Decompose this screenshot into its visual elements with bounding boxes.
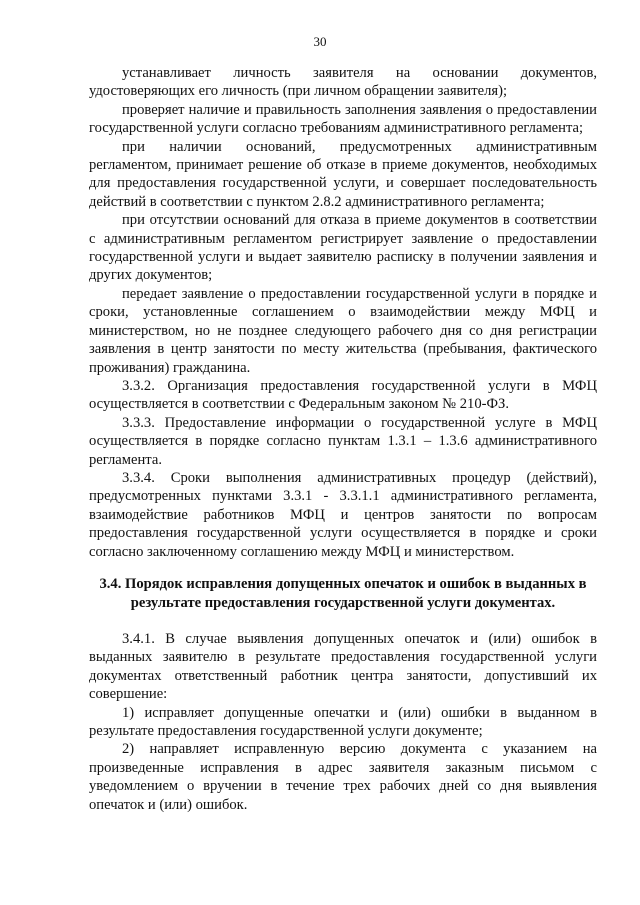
paragraph-check-application: проверяет наличие и правильность заполнения заявления о предоставлении государственной услуги согласно требованиям административного регламента;: [89, 101, 597, 137]
document-body: [89, 64, 597, 814]
section-heading-3-4: 3.4. Порядок исправления допущенных опечаток и ошибок в выданных в результате предоставления государственной услуги документах.: [99, 575, 587, 611]
paragraph-3-3-2: 3.3.2. Организация предоставления государственной услуги в МФЦ осуществляется в соответствии с Федеральным законом № 210-ФЗ.: [89, 377, 597, 413]
paragraph-3-3-3: 3.3.3. Предоставление информации о государственной услуге в МФЦ осуществляется в порядке согласно пунктам 1.3.1 – 1.3.6 административного регламента.: [89, 414, 597, 468]
paragraph-3-4-1: 3.4.1. В случае выявления допущенных опечаток и (или) ошибок в выданных заявителю в результате предоставления государственной услуги документах ответственный работник центра занятости, допустивший их совершение:: [89, 630, 597, 703]
paragraph-refusal-decision: при наличии оснований, предусмотренных административным регламентом, принимает решение об отказе в приеме документов, необходимых для предоставления государственной услуги, и совершает последовательность действий в соответствии с пунктом 2.8.2 административного регламента;: [89, 138, 597, 210]
list-item-1: 1) исправляет допущенные опечатки и (или) ошибки в выданном в результате предоставления государственной услуги документе;: [89, 704, 597, 739]
list-item-2: 2) направляет исправленную версию документа с указанием на произведенные исправления в адрес заявителя заказным письмом с уведомлением о вручении в течение трех рабочих дней со дня выявления опечаток и (или) ошибок.: [89, 741, 597, 813]
page-number: 30: [313, 34, 327, 49]
paragraph-transfer-application: передает заявление о предоставлении государственной услуги в порядке и сроки, установленные соглашением о взаимодействии между МФЦ и министерством, но не позднее следующего рабочего дня со дня регистрации заявления в центр занятости по месту жительства (пребывания, фактического проживания) гражданина.: [89, 285, 597, 376]
paragraph-register-application: при отсутствии оснований для отказа в приеме документов в соответствии с административным регламентом регистрирует заявление о предоставлении государственной услуги и выдает заявителю расписку в получении заявления и других документов;: [89, 212, 597, 284]
paragraph-identify-applicant: устанавливает личность заявителя на основании документов, удостоверяющих его личность (при личном обращении заявителя);: [89, 65, 597, 100]
paragraph-3-3-4: 3.3.4. Сроки выполнения административных процедур (действий), предусмотренных пунктами 3.3.1 - 3.3.1.1 административного регламента, взаимодействие работников МФЦ и центров занятости по вопросам предоставления государственной услуги осуществляется в порядке и сроки согласно заключенному соглашению между МФЦ и министерством.: [89, 469, 597, 560]
